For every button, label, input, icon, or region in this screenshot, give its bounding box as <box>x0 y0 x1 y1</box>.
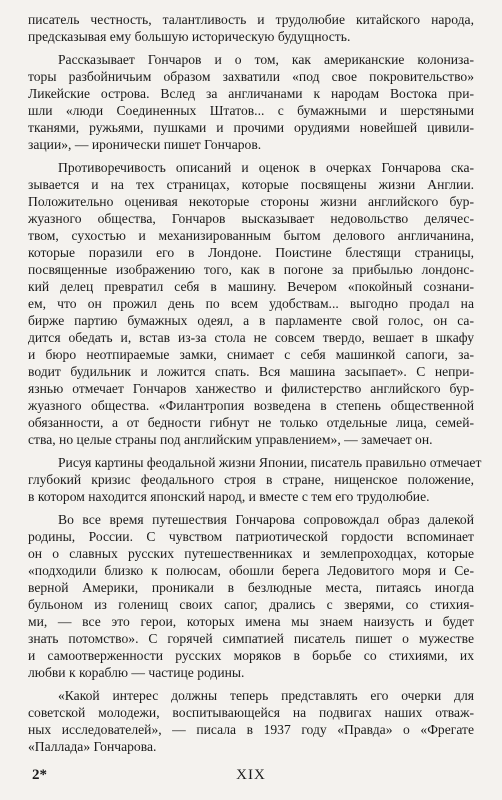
text-line: ных исследователей», — писала в 1937 году «Правда» о «Фрегате <box>28 722 474 737</box>
paragraph <box>28 454 482 505</box>
text-line: Противоречивость описаний и оценок в очерках Гончарова ска- <box>58 160 474 175</box>
text-line: глубокий кризис феодального строя в стране, нищенское положение, <box>28 472 474 487</box>
paragraph <box>28 11 474 45</box>
text-line: посвященные изображению того, как в погоне за прибылью лондонс- <box>28 262 474 277</box>
text-line: зывается и на тех страницах, которые посвящены жизни Англии. <box>28 177 474 192</box>
printer-signature-mark: 2* <box>32 767 47 783</box>
text-line: «Паллада» Гончарова. <box>28 739 157 754</box>
text-line: которые поразили его в Лондоне. Поистине блестящи страницы, <box>28 245 474 260</box>
text-line: знать потомство». С горячей симпатией писатель пишет о мужестве <box>28 631 474 646</box>
text-line: Рассказывает Гончаров и о том, как американские колониза- <box>58 52 474 67</box>
text-line: любви к кораблю — частице родины. <box>28 665 245 680</box>
text-line: ства, но целые страны под английским управлением», — замечает он. <box>28 432 433 447</box>
text-line: ем, что он прожил день по всем удобствам... выгодно продал на <box>28 296 474 311</box>
text-line: жуазного общества, Гончаров высказывает недовольство делячес- <box>28 211 474 226</box>
text-line: Рисуя картины феодальной жизни Японии, писатель правильно отмечает <box>58 455 482 470</box>
paragraph <box>28 51 474 153</box>
text-line: Положительно оценивая некоторые стороны жизни английского бур- <box>28 194 474 209</box>
paragraph <box>28 687 474 755</box>
paragraph <box>28 159 474 448</box>
paragraph <box>28 511 474 681</box>
text-line: верной Америки, проникали в безлюдные места, питаясь иногда <box>28 580 474 595</box>
text-line: обязанности, а от бедности гибнут не только отдельные лица, семей- <box>28 415 474 430</box>
text-line: писатель честность, талантливость и трудолюбие китайского народа, <box>28 12 474 27</box>
text-line: водит будильник и ложится спать. Вся машина засыпает». С непри- <box>28 364 474 379</box>
page-body <box>28 11 482 755</box>
text-line: кий делец превратил себя в машину. Вечером «покойный сознани- <box>28 279 474 294</box>
text-line: родины, России. С чувством патриотической гордости вспоминает <box>28 529 474 544</box>
text-line: торы разбойничьим образом захватили «под свое покровительство» <box>28 69 474 84</box>
text-line: дится обедать и, встав из-за стола не совсем твердо, вешает в шкафу <box>28 330 474 345</box>
text-line: «подходили близко к полюсам, обошли берега Ледовитого моря и Се- <box>28 563 474 578</box>
text-line: «Какой интерес должны теперь представлять его очерки для <box>58 688 474 703</box>
text-line: он о славных русских путешественниках и землепроходцах, которые <box>28 546 474 561</box>
text-line: бирже партию бумажных одеял, а в парламенте свой голос, он са- <box>28 313 474 328</box>
text-line: зации», — иронически пишет Гончаров. <box>28 137 262 152</box>
text-line: тканями, ружьями, пушками и прочими орудиями новейшей цивили- <box>28 120 474 135</box>
text-line: бульоном из голенищ своих сапог, дрались с зверями, со стихия- <box>28 597 474 612</box>
text-line: шли «люди Соединенных Штатов... с бумажными и шерстяными <box>28 103 474 118</box>
text-line: жуазного общества. «Филантропия возведена в степень общественной <box>28 398 474 413</box>
text-line: Ликейские острова. Вслед за англичанами к народам Востока при- <box>28 86 474 101</box>
text-line: и бюро неотпираемые замки, снимает с себя машинкой сапоги, за- <box>28 347 474 362</box>
text-line: в котором находится японский народ, и вместе с тем его трудолюбие. <box>28 489 430 504</box>
text-line: предсказывая ему большую историческую будущность. <box>28 29 351 44</box>
text-line: язнью отмечает Гончаров ханжество и филистерство английского бур- <box>28 381 474 396</box>
text-line: ми, — все это герои, которых имена мы знаем наизусть и будет <box>28 614 474 629</box>
text-line: Во все время путешествия Гончарова сопровождал образ далекой <box>58 512 474 527</box>
text-line: твом, сухостью и механизированным бытом делового англичанина, <box>28 228 474 243</box>
text-line: и самоотверженности русских моряков в борьбе со стихиями, их <box>28 648 474 663</box>
text-line: советской молодежи, воспитывающейся на подвигах наших отваж- <box>28 705 474 720</box>
page-number: XIX <box>236 767 266 783</box>
page-footer <box>0 764 502 786</box>
